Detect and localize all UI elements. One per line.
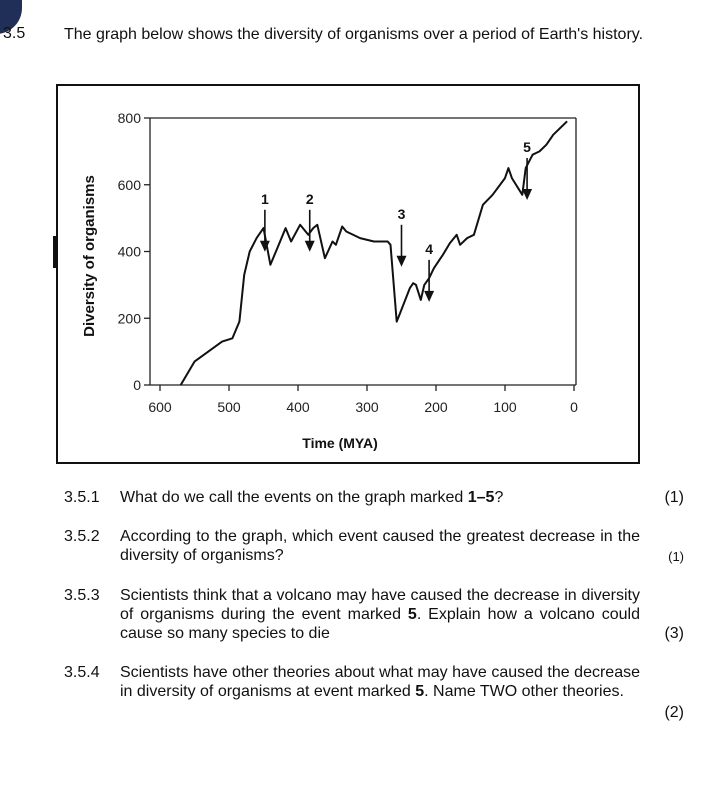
diversity-series-line (181, 121, 567, 385)
event-arrow-head (397, 256, 407, 267)
x-tick-label: 100 (493, 399, 517, 415)
x-axis-label: Time (MYA) (302, 435, 378, 451)
subquestion-number: 3.5.2 (64, 528, 100, 545)
subquestion-text: Scientists have other theories about what may have caused the decrease in diversity of organisms at event marked 5. Name TWO other theories. (120, 664, 640, 700)
question-text: The graph below shows the diversity of organisms over a period of Earth's history. (64, 26, 644, 43)
event-marker-1 (260, 191, 270, 252)
marks-label: (1) (668, 549, 684, 564)
x-tick-label: 600 (148, 399, 172, 415)
event-marker-2 (305, 191, 315, 252)
margin-bar (53, 236, 57, 268)
subquestion-number: 3.5.4 (64, 664, 100, 681)
y-tick-label: 400 (117, 243, 141, 260)
subquestion-text: According to the graph, which event caused the greatest decrease in the diversity of organisms? (120, 528, 640, 564)
event-marker-3 (397, 206, 407, 267)
y-tick-label: 200 (117, 310, 141, 327)
event-marker-5 (522, 139, 532, 200)
event-arrow-head (522, 189, 532, 200)
subquestion-text: What do we call the events on the graph marked 1–5? (120, 489, 504, 506)
x-tick-label: 200 (424, 399, 448, 415)
marks-label: (1) (664, 489, 684, 506)
event-label: 2 (305, 190, 314, 207)
y-tick-label: 600 (117, 176, 141, 193)
subquestion-text: Scientists think that a volcano may have caused the decrease in diversity of organisms during the event marked 5. Explain how a volcano could cause so many species to die (120, 587, 641, 642)
graph-frame (56, 84, 640, 464)
y-tick-label: 800 (117, 110, 141, 126)
x-tick-label: 500 (217, 399, 241, 415)
subquestion-number: 3.5.3 (64, 587, 100, 604)
chart-ticks (118, 110, 578, 415)
event-annotations (260, 139, 532, 302)
chart-axes (150, 118, 576, 385)
event-label: 3 (397, 205, 406, 222)
marks-label: (3) (664, 625, 684, 642)
y-axis-label: Diversity of organisms (81, 175, 98, 337)
x-tick-label: 400 (286, 399, 310, 415)
event-label: 5 (523, 139, 531, 156)
y-tick-label: 0 (133, 377, 141, 393)
question-number: 3.5 (3, 25, 26, 42)
event-arrow-head (305, 241, 315, 252)
event-arrow-head (424, 291, 434, 302)
x-tick-label: 300 (355, 399, 379, 415)
subquestion-number: 3.5.1 (64, 489, 100, 506)
diversity-chart (58, 86, 638, 462)
event-label: 4 (425, 240, 433, 257)
x-tick-label: 0 (570, 399, 578, 415)
event-label: 1 (260, 190, 269, 207)
marks-label: (2) (664, 704, 684, 721)
